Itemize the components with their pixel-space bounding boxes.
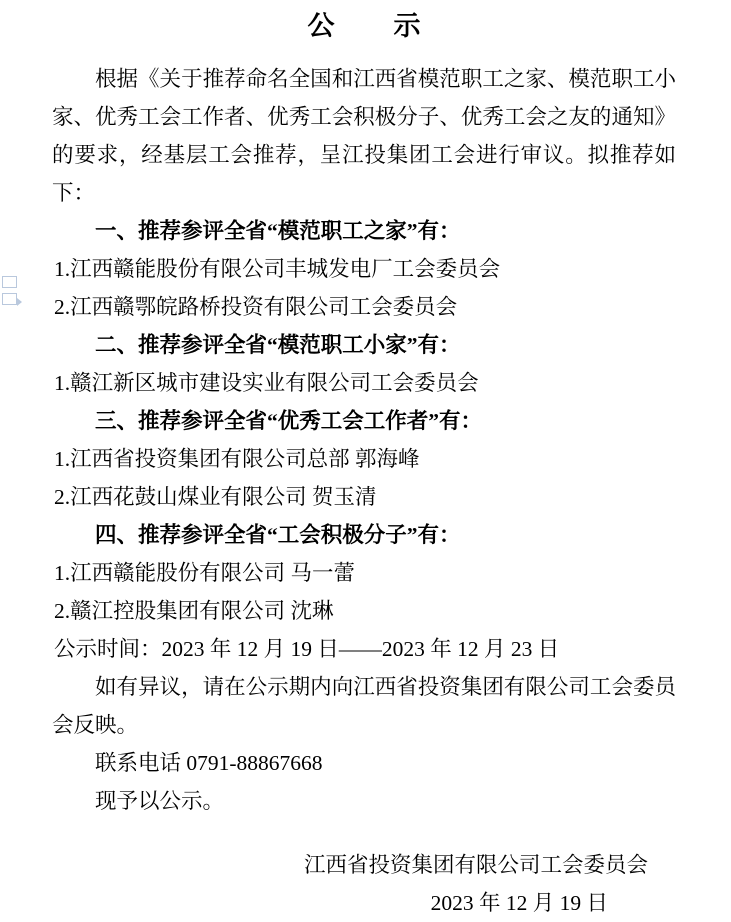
section-heading-4: 四、推荐参评全省“工会积极分子”有： bbox=[95, 523, 461, 547]
list-item: 2.赣江控股集团有限公司 沈琳 bbox=[54, 599, 334, 623]
notice-period: 公示时间：2023 年 12 月 19 日——2023 年 12 月 23 日 bbox=[54, 637, 560, 661]
list-item: 1.江西赣能股份有限公司 马一蕾 bbox=[54, 561, 356, 585]
section-heading-1: 一、推荐参评全省“模范职工之家”有： bbox=[95, 219, 461, 243]
signature-date: 2023 年 12 月 19 日 bbox=[430, 891, 608, 915]
objection-paragraph: 如有异议，请在公示期内向江西省投资集团有限公司工会委员会反映。 bbox=[52, 675, 676, 737]
document-page bbox=[0, 6, 731, 915]
list-item: 1.江西省投资集团有限公司总部 郭海峰 bbox=[54, 447, 420, 471]
section-heading-3: 三、推荐参评全省“优秀工会工作者”有： bbox=[95, 409, 483, 433]
intro-paragraph: 根据《关于推荐命名全国和江西省模范职工之家、模范职工小家、优秀工会工作者、优秀工会积极分子、优秀工会之友的通知》的要求，经基层工会推荐，呈江投集团工会进行审议。拟推荐如下： bbox=[52, 67, 676, 205]
margin-arrow-icon bbox=[17, 298, 22, 306]
signature-organization: 江西省投资集团有限公司工会委员会 bbox=[303, 853, 648, 877]
list-item: 2.江西赣鄂皖路桥投资有限公司工会委员会 bbox=[54, 295, 458, 319]
list-item: 2.江西花鼓山煤业有限公司 贺玉清 bbox=[54, 485, 377, 509]
margin-mark-icon-bottom bbox=[2, 293, 17, 305]
list-item: 1.江西赣能股份有限公司丰城发电厂工会委员会 bbox=[54, 257, 501, 281]
contact-phone: 联系电话 0791-88867668 bbox=[95, 751, 323, 775]
list-item: 1.赣江新区城市建设实业有限公司工会委员会 bbox=[54, 371, 479, 395]
signature-block bbox=[52, 846, 676, 922]
margin-mark-icon-top bbox=[2, 276, 17, 288]
page-title: 公 示 bbox=[307, 11, 437, 41]
section-heading-2: 二、推荐参评全省“模范职工小家”有： bbox=[95, 333, 461, 357]
closing-line: 现予以公示。 bbox=[95, 789, 225, 813]
